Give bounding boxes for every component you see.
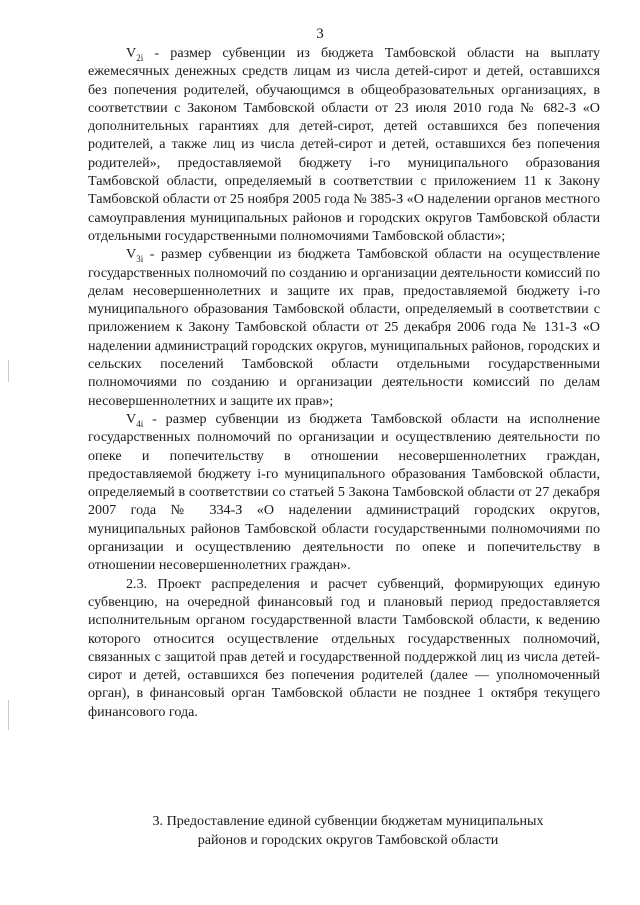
paragraph-2-3 <box>88 575 600 721</box>
paragraph-v2 <box>88 44 600 245</box>
symbol: V <box>126 45 137 61</box>
scan-margin-mark <box>8 360 9 382</box>
paragraph-text: - размер субвенции из бюджета Тамбовской области на исполнение государственных полномочий по организации и осуществлению деятельности по опеке и попечительству в отношении несовершеннолетних граждан, предоставляемой бюджету i-го муниципального образования Тамбовской области, определяемый в соответствии со статьей 5 Закона Тамбовской области от 27 декабря 2007 года № 334-З «О наделении администраций городских округов, муниципальных районов Тамбовской области государственными полномочиями по организации и осуществлению деятельности по опеке и попечительству в отношении несовершеннолетних граждан». <box>88 410 600 574</box>
symbol-subscript: 4i <box>136 418 144 429</box>
paragraph-text: - размер субвенции из бюджета Тамбовской области на осуществление государственных полномочий по созданию и организации деятельности комиссий по делам несовершеннолетних и защите их прав, предоставляемой бюджету i-го муниципального образования Тамбовской области, определяемый в соответствии с приложением к Закону Тамбовской области от 25 декабря 2006 года № 131-З «О наделении администраций городских округов, муниципальных районов, городских и сельских поселений Тамбовской области отдельными государственными полномочиями по созданию и организации деятельности комиссий по делам несовершеннолетних и защите их прав»; <box>88 246 600 409</box>
symbol-subscript: 2i <box>136 52 144 63</box>
paragraph-text: 2.3. Проект распределения и расчет субвенций, формирующих единую субвенцию, на очередной финансовый год и плановый период предоставляется исполнительным органом государственной власти Тамбовской области, к ведению которого относится осуществление отдельных государственных полномочий, связанных с защитой прав детей и государственной поддержкой лиц из числа детей-сирот и детей, оставшихся без попечения родителей (далее — уполномоченный орган), в финансовый орган Тамбовской области не позднее 1 октября текущего финансового года. <box>88 575 600 720</box>
section-heading-line1: 3. Предоставление единой субвенции бюджетам муниципальных <box>152 813 544 829</box>
section-heading <box>88 812 608 850</box>
symbol: V <box>126 246 137 263</box>
paragraph-v4 <box>88 410 600 575</box>
scan-margin-mark <box>8 700 9 730</box>
page-number: 3 <box>316 26 324 42</box>
symbol: V <box>126 410 137 427</box>
document-body <box>88 44 600 721</box>
symbol-subscript: 3i <box>136 254 144 265</box>
paragraph-v3 <box>88 245 600 410</box>
section-heading-line2: районов и городских округов Тамбовской области <box>197 832 499 848</box>
paragraph-text: - размер субвенции из бюджета Тамбовской области на выплату ежемесячных денежных средств лицам из числа детей-сирот и детей, оставшихся без попечения родителей, обучающимся в общеобразовательных организациях, в соответствии с Законом Тамбовской области от 23 июля 2010 года № 682-З «О дополнительных гарантиях для детей-сирот, детей оставшихся без попечения родителей, а также лиц из числа детей-сирот и детей, оставшихся без попечения родителей», предоставляемой бюджету i-го муниципального образования Тамбовской области, определяемый в соответствии с приложением 11 к Закону Тамбовской области от 25 ноября 2005 года № 385-З «О наделении органов местного самоуправления муниципальных районов и городских округов Тамбовской области отдельными государственными полномочиями Тамбовской области»; <box>88 45 600 244</box>
